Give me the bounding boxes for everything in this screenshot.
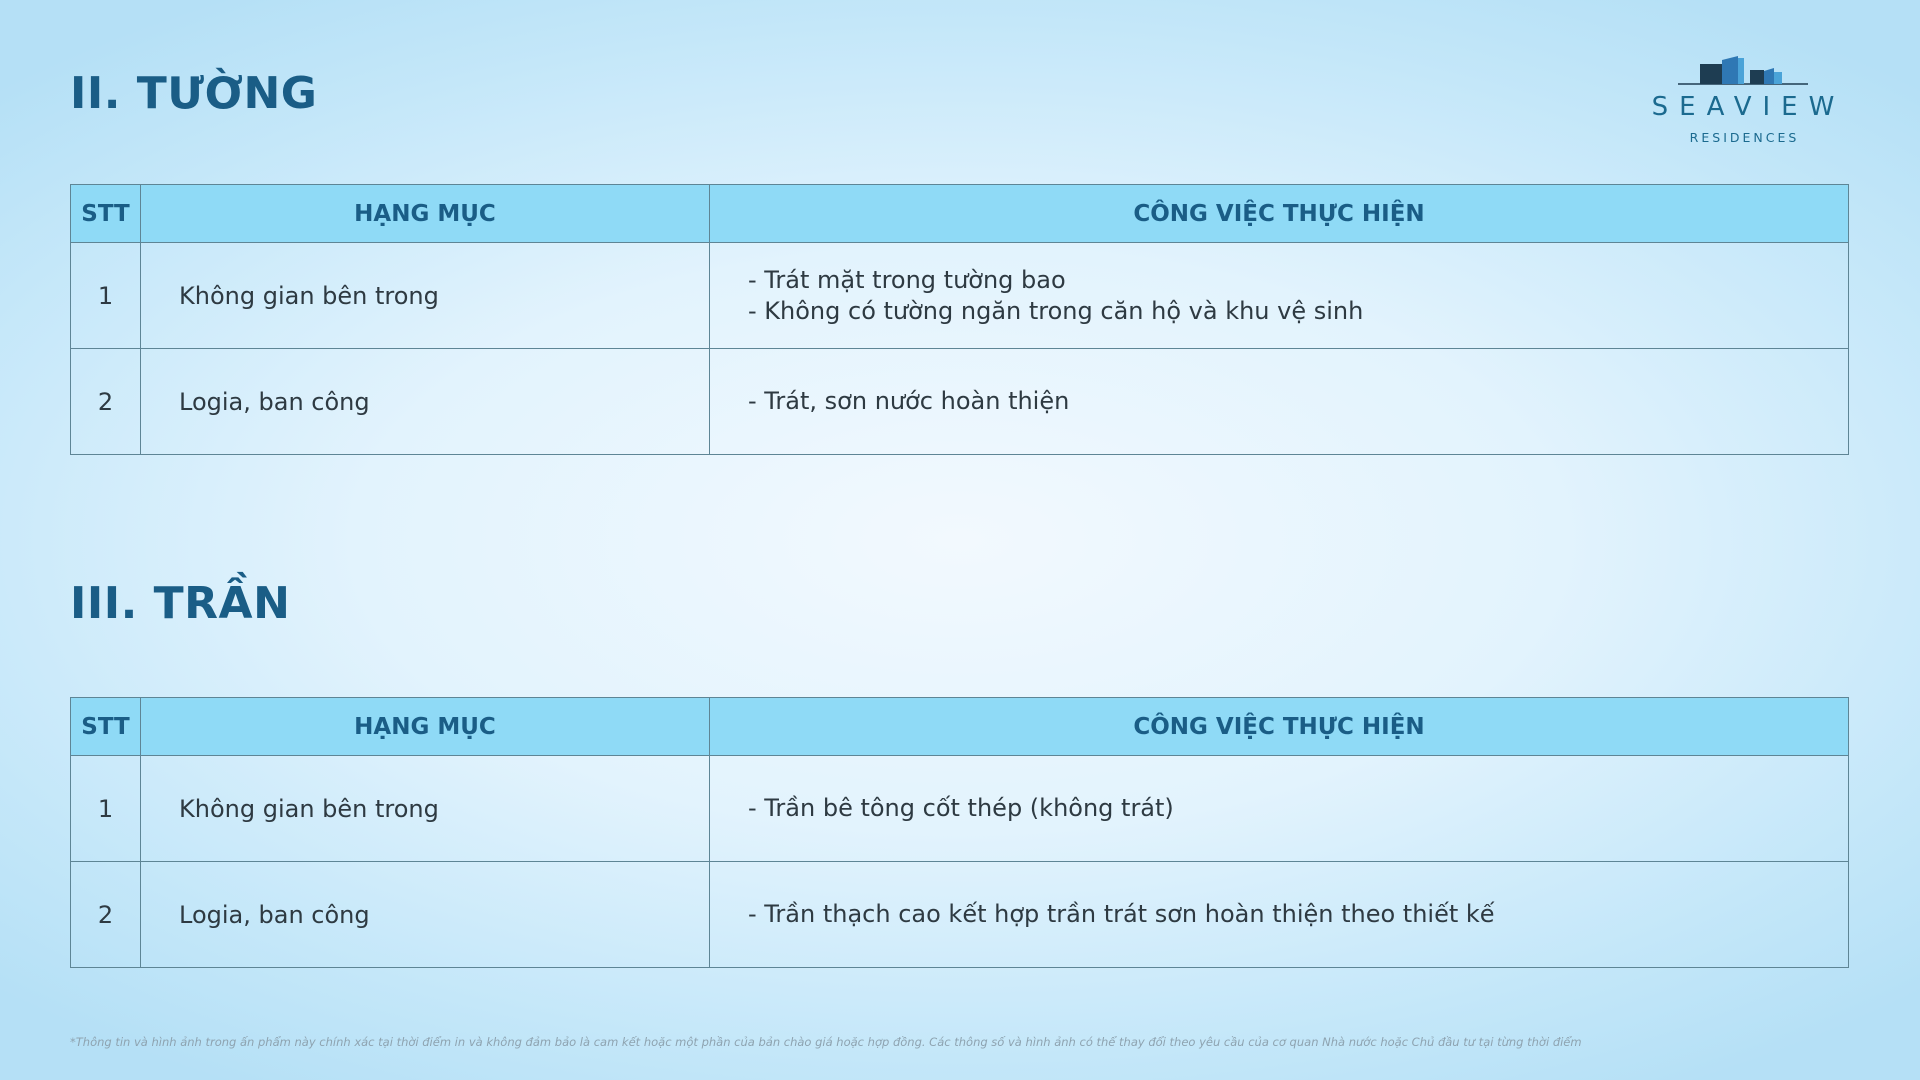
table-header-row [71,698,1849,756]
section-title-walls: II. TƯỜNG [70,68,318,119]
walls-table [70,184,1849,455]
row-number: 1 [71,756,141,862]
seaview-logo [1628,56,1858,145]
row-work [710,756,1849,862]
header-item: HẠNG MỤC [141,698,710,756]
row-number: 2 [71,349,141,455]
table-row [71,349,1849,455]
work-line: - Trần bê tông cốt thép (không trát) [748,794,1174,822]
row-number: 1 [71,243,141,349]
row-work [710,349,1849,455]
table-row [71,243,1849,349]
building-skyline-icon [1678,56,1808,86]
row-item: Không gian bên trong [141,243,710,349]
ceiling-table [70,697,1849,968]
header-work: CÔNG VIỆC THỰC HIỆN [710,698,1849,756]
table-row [71,756,1849,862]
header-item: HẠNG MỤC [141,185,710,243]
row-item: Logia, ban công [141,349,710,455]
row-item: Logia, ban công [141,862,710,968]
work-line: - Trát mặt trong tường bao [748,265,1066,294]
row-work [710,862,1849,968]
row-item: Không gian bên trong [141,756,710,862]
work-line: - Không có tường ngăn trong căn hộ và khu vệ sinh [748,296,1364,325]
logo-tagline: RESIDENCES [1689,130,1800,145]
work-line: - Trát, sơn nước hoàn thiện [748,387,1070,415]
disclaimer-text: *Thông tin và hình ảnh trong ấn phẩm này chính xác tại thời điểm in và không đảm bảo là cam kết hoặc một phần của bản chào giá hoặc hợp đồng. Các thông số và hình ảnh có thể thay đổi theo yêu cầu của cơ quan Nhà nước hoặc Chủ đầu tư tại từng thời điểm [70,1035,1582,1049]
work-line: - Trần thạch cao kết hợp trần trát sơn hoàn thiện theo thiết kế [748,900,1495,928]
header-stt: STT [71,185,141,243]
row-work [710,243,1849,349]
header-work: CÔNG VIỆC THỰC HIỆN [710,185,1849,243]
header-stt: STT [71,698,141,756]
section-title-ceiling: III. TRẦN [70,578,291,629]
row-number: 2 [71,862,141,968]
table-row [71,862,1849,968]
table-header-row [71,185,1849,243]
logo-name: SEAVIEW [1651,92,1846,122]
